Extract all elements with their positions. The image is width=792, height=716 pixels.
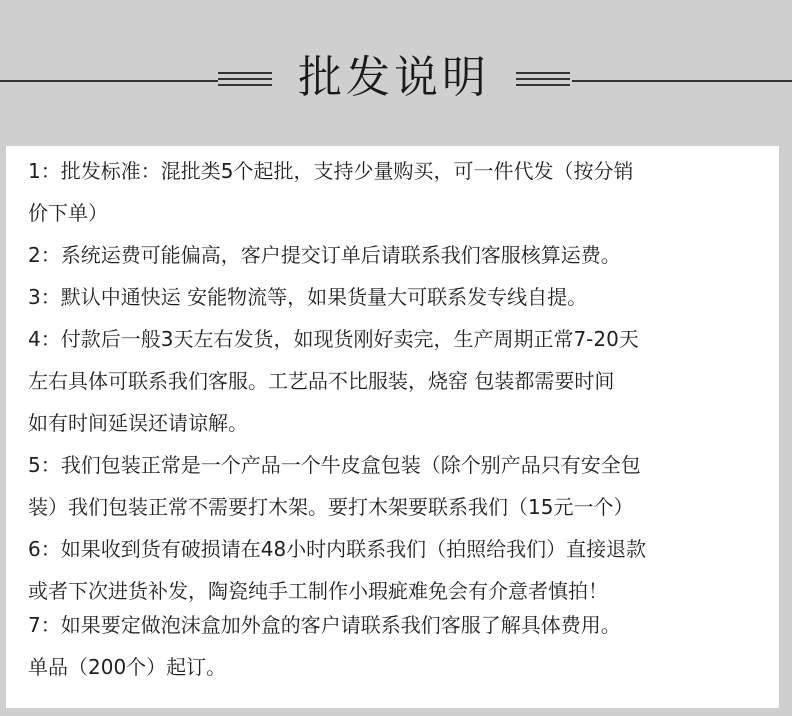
notice-line: 4：付款后一般3天左右发货，如现货刚好卖完，生产周期正常7-20天 [28,327,639,351]
notice-line: 3：默认中通快运 安能物流等，如果货量大可联系发专线自提。 [28,285,588,309]
divider-line-right [572,80,792,82]
notice-line: 价下单） [28,201,108,225]
page-title: 批发说明 [298,52,490,103]
divider-line-left [0,80,218,82]
triple-line-ornament-left [218,72,272,88]
notice-line: 或者下次进货补发，陶瓷纯手工制作小瑕疵难免会有介意者慎拍！ [28,579,608,603]
notice-line: 7：如果要定做泡沫盒加外盒的客户请联系我们客服了解具体费用。 [28,613,621,637]
notice-panel [6,146,779,708]
notice-line: 6：如果收到货有破损请在48小时内联系我们（拍照给我们）直接退款 [28,537,647,561]
notice-line: 装）我们包装正常不需要打木架。要打木架要联系我们（15元一个） [28,495,634,519]
notice-line: 如有时间延误还请谅解。 [28,411,248,435]
notice-line: 5：我们包装正常是一个产品一个牛皮盒包装（除个别产品只有安全包 [28,453,641,477]
notice-line: 左右具体可联系我们客服。工艺品不比服装，烧窑 包装都需要时间 [28,369,615,393]
notice-line: 单品（200个）起订。 [28,655,227,679]
notice-line: 1：批发标准：混批类5个起批，支持少量购买，可一件代发（按分销 [28,159,634,183]
notice-line: 2：系统运费可能偏高，客户提交订单后请联系我们客服核算运费。 [28,243,621,267]
triple-line-ornament-right [516,72,570,88]
header-banner [0,0,792,148]
